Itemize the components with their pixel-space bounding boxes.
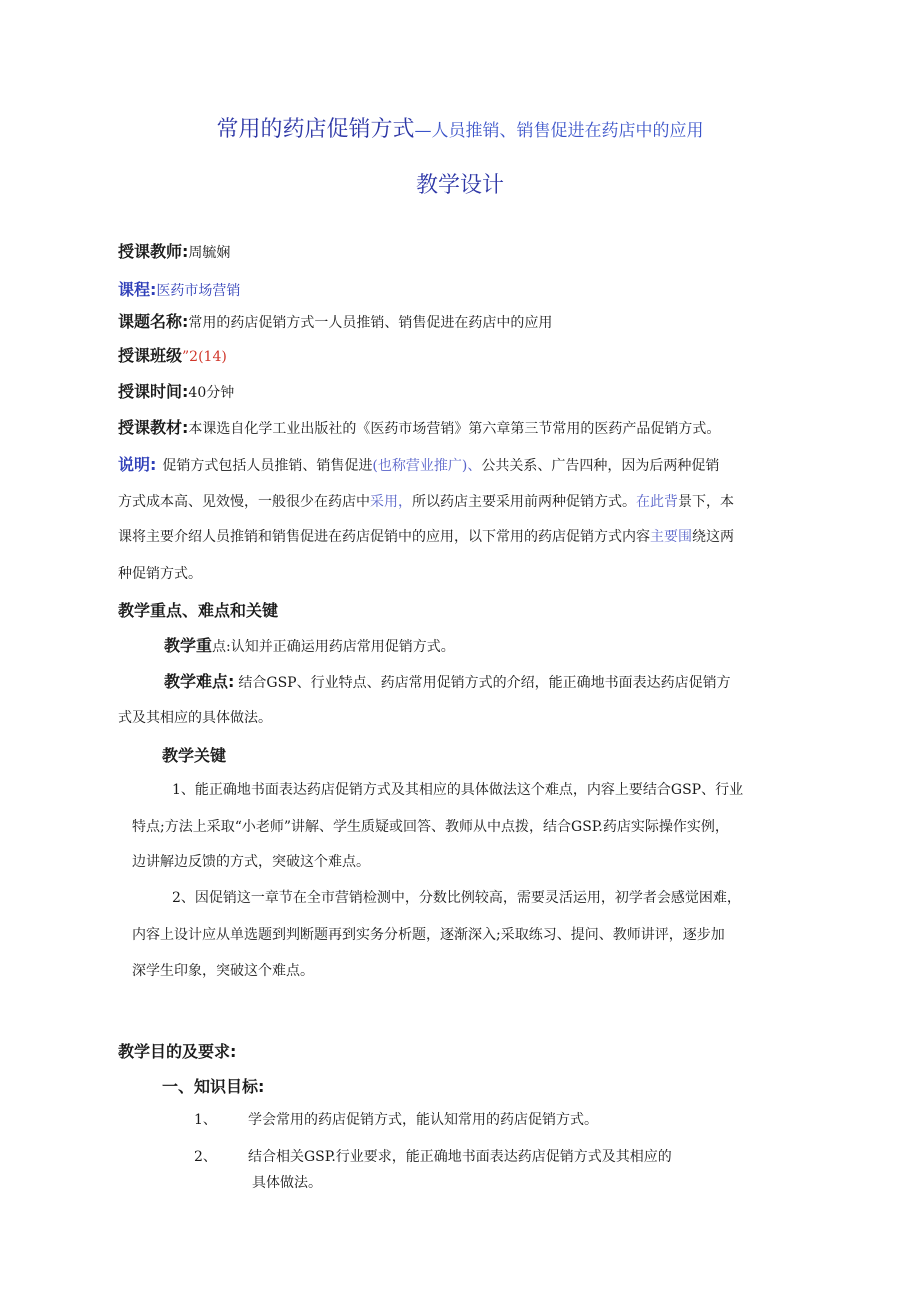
note-text: 景下，本 — [678, 494, 734, 510]
focus-label-suffix: 点: — [212, 639, 231, 655]
course-value: 医药市场营销 — [156, 283, 241, 299]
time-label: 授课时间: — [118, 382, 189, 401]
note-line-4: 种促销方式。 — [118, 566, 202, 582]
course-line — [118, 280, 240, 301]
difficulty-line-2: 式及其相应的具体做法。 — [118, 710, 272, 726]
teacher-value: 周毓娴 — [188, 245, 231, 261]
document-title — [0, 112, 920, 143]
note-line-1 — [118, 455, 719, 476]
note-text: 所以药店主要采用前两种促销方式。 — [412, 494, 636, 510]
title-subtitle-inline: 人员推销、销售促进在药店中的应用 — [431, 121, 704, 141]
focus-label: 教学重 — [164, 636, 213, 655]
key1-line-3: 边讲解边反馈的方式，突破这个难点。 — [132, 854, 370, 870]
note-text: 主要围 — [650, 529, 692, 545]
note-line-2 — [118, 492, 734, 512]
note-text: 促销方式包括人员推销、销售促进 — [162, 458, 373, 474]
textbook-label: 授课教材: — [118, 418, 189, 437]
difficulty-text: 结合GSP、行业特点、药店常用促销方式的介绍，能正确地书面表达药店促销方 — [238, 675, 731, 691]
textbook-value: 本课选自化学工业出版社的《医药市场营销》第六章第三节常用的医药产品促销方式。 — [188, 421, 721, 437]
note-text: 在此背 — [636, 494, 678, 510]
topic-line — [118, 312, 552, 333]
focus-line — [164, 636, 455, 657]
time-value: 40分钟 — [188, 385, 235, 401]
knowledge-heading: 一、知识目标: — [162, 1077, 265, 1096]
note-text: 课将主要介绍人员推销和销售促进在药店促销中的应用，以下常用的药店促销方式内容 — [118, 529, 650, 545]
textbook-line — [118, 418, 720, 439]
focus-value: 认知并正确运用药店常用促销方式。 — [230, 639, 455, 655]
key2-line-2: 内容上设计应从单选题到判断题再到实务分析题，逐渐深入;采取练习、提问、教师讲评，逐步加 — [132, 927, 725, 943]
note-text: 方式成本高、见效慢，一般很少在药店中 — [118, 494, 370, 510]
topic-label: 课题名称: — [118, 312, 189, 331]
note-text: (也称营业推广)、 — [372, 458, 482, 474]
objective-item-2-text-cont: 具体做法。 — [252, 1175, 322, 1191]
key2-line-1: 2、因促销这一章节在全市营销检测中，分数比例较高，需要灵活运用，初学者会感觉困难， — [172, 890, 741, 906]
objectives-heading: 教学目的及要求: — [118, 1042, 237, 1061]
objective-item-1-num: 1、 — [194, 1112, 217, 1128]
document-subtitle: 教学设计 — [415, 173, 504, 198]
note-text: 公共关系、广告四种，因为后两种促销 — [481, 458, 720, 474]
note-line-3 — [118, 527, 734, 547]
objective-item-1-text: 学会常用的药店促销方式，能认知常用的药店促销方式。 — [248, 1112, 598, 1128]
time-line — [118, 382, 234, 403]
note-label: 说明: — [118, 455, 157, 474]
keypoints-heading: 教学重点、难点和关键 — [118, 601, 279, 620]
class-value: ”2(14) — [182, 349, 227, 365]
key-heading: 教学关键 — [162, 746, 227, 765]
title-dash: — — [414, 121, 432, 141]
course-label: 课程: — [118, 280, 157, 299]
key1-line-1: 1、能正确地书面表达药店促销方式及其相应的具体做法这个难点，内容上要结合GSP、行业 — [172, 782, 744, 798]
note-text: 采用， — [370, 494, 412, 510]
class-line — [118, 346, 227, 367]
teacher-label: 授课教师: — [118, 242, 189, 261]
key2-line-3: 深学生印象，突破这个难点。 — [132, 963, 314, 979]
difficulty-line-1 — [164, 672, 731, 693]
title-main-text: 常用的药店促销方式 — [216, 117, 415, 142]
note-text: 绕这两 — [692, 529, 734, 545]
topic-value: 常用的药店促销方式一人员推销、销售促进在药店中的应用 — [188, 315, 553, 331]
teacher-line — [118, 242, 230, 263]
class-label: 授课班级 — [118, 346, 183, 365]
key1-line-2: 特点;方法上采取“小老师”讲解、学生质疑或回答、教师从中点拨，结合GSP.药店实际操作实例， — [132, 819, 729, 835]
difficulty-label: 教学难点: — [164, 672, 235, 691]
objective-item-2-num: 2、 — [194, 1149, 217, 1165]
objective-item-2-text: 结合相关GSP.行业要求，能正确地书面表达药店促销方式及其相应的 — [248, 1149, 672, 1165]
